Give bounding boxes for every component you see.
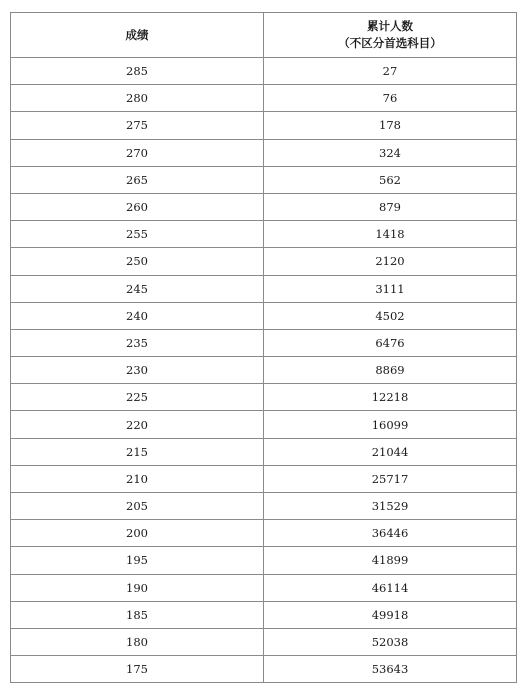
score-cell: 230 (11, 357, 264, 384)
score-cell: 285 (11, 58, 264, 85)
score-cell: 185 (11, 601, 264, 628)
count-cell: 4502 (264, 302, 517, 329)
header-cumulative-sublabel: （不区分首选科目） (338, 36, 442, 50)
count-cell: 6476 (264, 329, 517, 356)
table-row (11, 58, 517, 85)
score-cell: 190 (11, 574, 264, 601)
score-cell: 220 (11, 411, 264, 438)
table-row (11, 465, 517, 492)
table-row (11, 384, 517, 411)
score-cell: 250 (11, 248, 264, 275)
count-cell: 27 (264, 58, 517, 85)
count-cell: 8869 (264, 357, 517, 384)
score-cell: 275 (11, 112, 264, 139)
table-body (11, 58, 517, 683)
table-row (11, 411, 517, 438)
table-row (11, 574, 517, 601)
table-row (11, 275, 517, 302)
score-cell: 260 (11, 193, 264, 220)
score-cell: 195 (11, 547, 264, 574)
table-row (11, 520, 517, 547)
score-cell: 255 (11, 221, 264, 248)
score-cell: 280 (11, 85, 264, 112)
count-cell: 53643 (264, 656, 517, 683)
header-score-label: 成绩 (125, 27, 149, 42)
table-row (11, 547, 517, 574)
count-cell: 324 (264, 139, 517, 166)
score-cell: 235 (11, 329, 264, 356)
score-cumulative-table (10, 12, 517, 683)
score-cell: 265 (11, 166, 264, 193)
count-cell: 41899 (264, 547, 517, 574)
count-cell: 49918 (264, 601, 517, 628)
score-cell: 215 (11, 438, 264, 465)
count-cell: 178 (264, 112, 517, 139)
count-cell: 879 (264, 193, 517, 220)
score-cell: 225 (11, 384, 264, 411)
count-cell: 3111 (264, 275, 517, 302)
count-cell: 76 (264, 85, 517, 112)
table-row (11, 628, 517, 655)
count-cell: 12218 (264, 384, 517, 411)
score-cell: 180 (11, 628, 264, 655)
table-row (11, 112, 517, 139)
table-row (11, 329, 517, 356)
table-row (11, 248, 517, 275)
table-row (11, 302, 517, 329)
count-cell: 1418 (264, 221, 517, 248)
table-row (11, 193, 517, 220)
score-cell: 270 (11, 139, 264, 166)
count-cell: 25717 (264, 465, 517, 492)
count-cell: 46114 (264, 574, 517, 601)
count-cell: 2120 (264, 248, 517, 275)
count-cell: 52038 (264, 628, 517, 655)
table-row (11, 166, 517, 193)
table-row (11, 493, 517, 520)
score-cell: 240 (11, 302, 264, 329)
table-row (11, 139, 517, 166)
header-cumulative-label: 累计人数 (367, 19, 413, 33)
table-row (11, 221, 517, 248)
score-cell: 245 (11, 275, 264, 302)
count-cell: 562 (264, 166, 517, 193)
count-cell: 21044 (264, 438, 517, 465)
header-cumulative-count (264, 13, 517, 58)
count-cell: 36446 (264, 520, 517, 547)
count-cell: 31529 (264, 493, 517, 520)
score-cell: 210 (11, 465, 264, 492)
score-cell: 200 (11, 520, 264, 547)
table-row (11, 357, 517, 384)
header-score (11, 13, 264, 58)
table-row (11, 601, 517, 628)
table-row (11, 438, 517, 465)
score-cell: 175 (11, 656, 264, 683)
score-cell: 205 (11, 493, 264, 520)
table-row (11, 656, 517, 683)
count-cell: 16099 (264, 411, 517, 438)
table-header-row (11, 13, 517, 58)
table-row (11, 85, 517, 112)
